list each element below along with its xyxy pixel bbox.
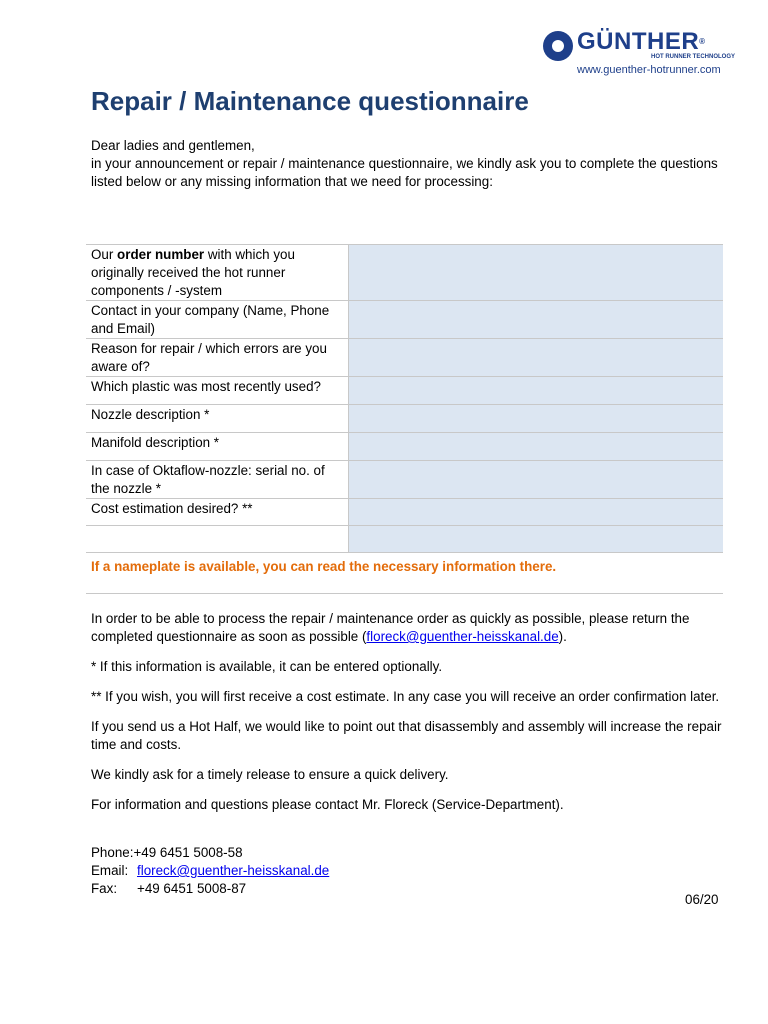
serial-input[interactable]: [349, 461, 724, 499]
extra-input[interactable]: [349, 526, 724, 553]
field-label-extra: [86, 526, 349, 553]
field-label-reason: Reason for repair / which errors are you aware of?: [86, 339, 349, 377]
field-label-nozzle: Nozzle description *: [86, 405, 349, 433]
order-number-input[interactable]: [349, 245, 724, 301]
logo-wordmark: GÜNTHER®: [577, 28, 706, 55]
table-row: [86, 461, 723, 499]
field-label-plastic: Which plastic was most recently used?: [86, 377, 349, 405]
intro-paragraph: in your announcement or repair / maintenance questionnaire, we kindly ask you to complete the questions listed below or any missing information that we need for processing:: [91, 156, 718, 189]
field-label-order-number: Our order number with which you originally received the hot runner components / -system: [86, 245, 349, 301]
table-row: [86, 339, 723, 377]
logo-mark-icon: [543, 31, 573, 61]
manifold-input[interactable]: [349, 433, 724, 461]
field-label-serial: In case of Oktaflow-nozzle: serial no. of the nozzle *: [86, 461, 349, 499]
website-link[interactable]: www.guenther-hotrunner.com: [577, 64, 721, 76]
page-title: Repair / Maintenance questionnaire: [91, 86, 529, 116]
table-row: [86, 377, 723, 405]
fax-row: Fax: +49 6451 5008-87: [91, 881, 247, 896]
table-row: [86, 499, 723, 526]
hot-half-note: If you send us a Hot Half, we would like to point out that disassembly and assembly will increase the repair time and costs.: [91, 719, 722, 752]
table-row: [86, 245, 723, 301]
contact-input[interactable]: [349, 301, 724, 339]
estimate-note: ** If you wish, you will first receive a cost estimate. In any case you will receive an order confirmation later.: [91, 689, 720, 704]
salutation: Dear ladies and gentlemen,: [91, 138, 255, 153]
table-row: [86, 301, 723, 339]
nameplate-note: If a nameplate is available, you can read the necessary information there.: [91, 559, 557, 574]
cost-estimation-input[interactable]: [349, 499, 724, 526]
table-row: [86, 526, 723, 553]
phone-number: +49 6451 5008-58: [133, 845, 243, 860]
document-date: 06/20: [685, 892, 719, 907]
logo-tagline: HOT RUNNER TECHNOLOGY: [651, 54, 735, 60]
email-row: Email: floreck@guenther-heisskanal.de: [91, 863, 330, 878]
company-logo: [543, 28, 735, 64]
questionnaire-table: [86, 244, 723, 553]
field-label-contact: Contact in your company (Name, Phone and Email): [86, 301, 349, 339]
contact-email-link[interactable]: floreck@guenther-heisskanal.de: [137, 863, 330, 878]
nozzle-input[interactable]: [349, 405, 724, 433]
table-row: [86, 405, 723, 433]
plastic-input[interactable]: [349, 377, 724, 405]
divider: [86, 593, 723, 594]
instructions: [91, 610, 731, 826]
contact-block: [91, 844, 329, 898]
fax-number: +49 6451 5008-87: [137, 881, 247, 896]
email-link[interactable]: floreck@guenther-heisskanal.de: [366, 629, 559, 644]
process-paragraph: In order to be able to process the repair / maintenance order as quickly as possible, please return the completed questionnaire as soon as possible (floreck@guenther-heisskanal.de).: [91, 611, 690, 644]
optional-note: * If this information is available, it can be entered optionally.: [91, 659, 443, 674]
contact-info: For information and questions please contact Mr. Floreck (Service-Department).: [91, 797, 564, 812]
release-note: We kindly ask for a timely release to ensure a quick delivery.: [91, 767, 449, 782]
phone-row: Phone:+49 6451 5008-58: [91, 845, 243, 860]
field-label-cost-estimation: Cost estimation desired? **: [86, 499, 349, 526]
field-label-manifold: Manifold description *: [86, 433, 349, 461]
intro-text: [91, 137, 731, 191]
table-row: [86, 433, 723, 461]
reason-input[interactable]: [349, 339, 724, 377]
